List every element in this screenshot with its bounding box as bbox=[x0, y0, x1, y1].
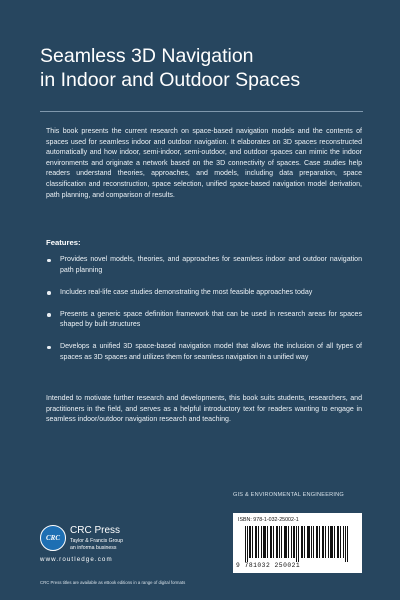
title-line-1: Seamless 3D Navigation bbox=[40, 45, 254, 67]
logo-mark: CRC bbox=[45, 534, 60, 542]
title-line-2: in Indoor and Outdoor Spaces bbox=[40, 69, 301, 91]
feature-item bbox=[46, 255, 362, 276]
publisher-business: an informa business bbox=[70, 545, 117, 551]
isbn-text: ISBN: 978-1-032-25002-1 bbox=[238, 517, 299, 523]
title-divider bbox=[40, 111, 363, 112]
barcode-digits: 9 781032 250021 bbox=[236, 562, 301, 569]
bullet-icon bbox=[47, 313, 51, 317]
barcode-icon bbox=[245, 526, 350, 562]
bullet-icon bbox=[47, 259, 51, 263]
feature-text: Presents a generic space definition framework that can be used in research areas for spaces shaped by built structures bbox=[60, 310, 362, 329]
feature-item bbox=[46, 310, 362, 331]
ebook-note: CRC Press titles are available as eBook editions in a range of digital formats bbox=[40, 580, 186, 585]
features-list bbox=[46, 255, 362, 375]
bullet-icon bbox=[47, 291, 51, 295]
intro-paragraph: This book presents the current research on space-based navigation models and the contents of spaces used for seamless indoor and outdoor navigation. It elaborates on 3D spaces reconstructed automatically and how indoor, semi-indoor, semi-outdoor, and outdoor spaces can mimic the indoor environments and originate a network based on the 3D connectivity of spaces. Case studies help readers understand theories, approaches, and models, including data preparation, space classification and reconstruction, space selection, unified space-based navigation model derivation, path planning, and comparison of results. bbox=[46, 128, 362, 199]
crc-press-logo-icon bbox=[40, 525, 66, 551]
feature-text: Provides novel models, theories, and approaches for seamless indoor and outdoor navigation path planning bbox=[60, 256, 362, 274]
subject-category: GIS & ENVIRONMENTAL ENGINEERING bbox=[233, 492, 344, 498]
bullet-icon bbox=[47, 346, 51, 350]
feature-text: Includes real-life case studies demonstrating the most feasible approaches today bbox=[60, 288, 313, 296]
book-title bbox=[40, 44, 370, 92]
publisher-name: CRC Press bbox=[70, 525, 121, 536]
feature-item bbox=[46, 288, 362, 299]
feature-text: Develops a unified 3D space-based navigation model that allows the inclusion of all types of spaces as 3D spaces and utilizes them for seamless navigation in a unified way bbox=[60, 343, 362, 362]
features-heading: Features: bbox=[46, 238, 81, 247]
publisher-group: Taylor & Francis Group bbox=[70, 538, 124, 544]
isbn-barcode-box bbox=[233, 513, 362, 573]
outro-paragraph: Intended to motivate further research and developments, this book suits students, researchers, and practitioners in the field, and serves as a helpful introductory text for readers wanting to engage in seamless indoor/outdoor navigation research and teaching. bbox=[46, 395, 362, 424]
feature-item bbox=[46, 342, 362, 363]
publisher-url: www.routledge.com bbox=[40, 556, 113, 563]
